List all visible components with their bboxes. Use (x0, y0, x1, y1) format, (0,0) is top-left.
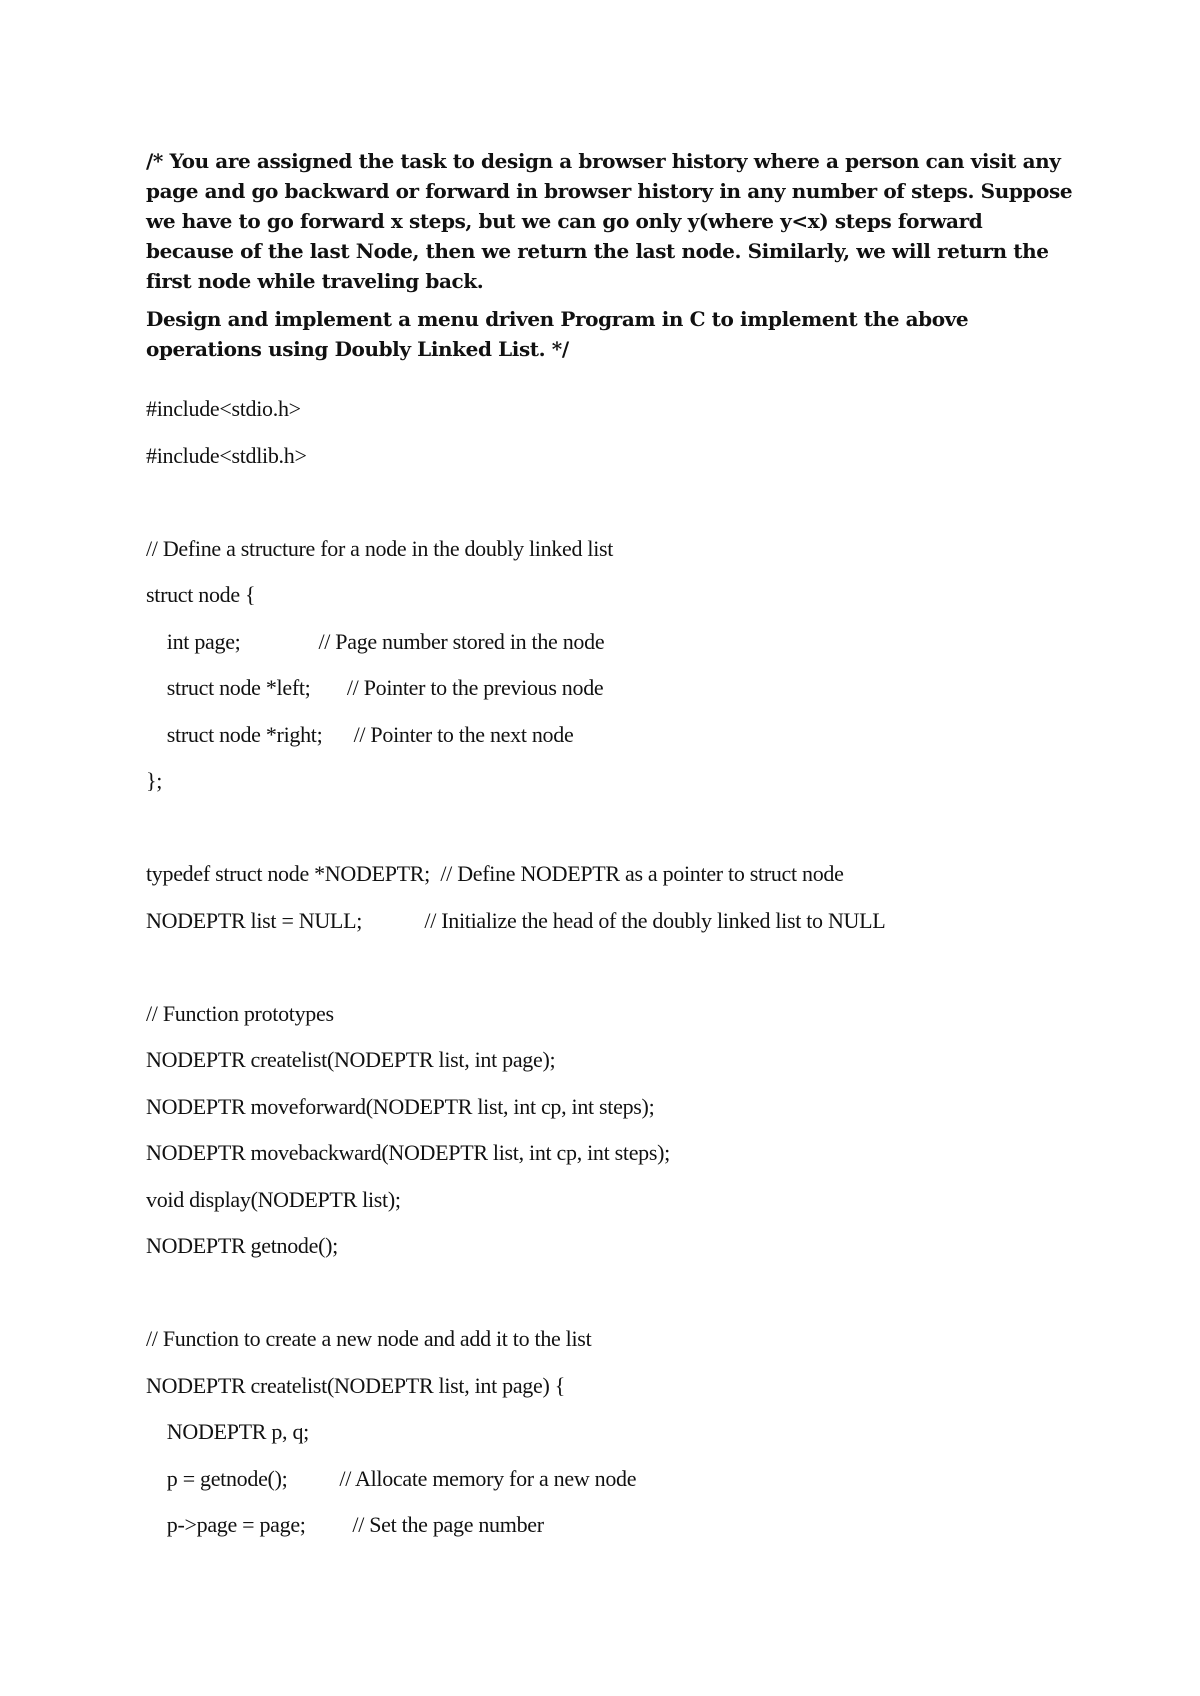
code-line: struct node *left; // Pointer to the previous node (146, 675, 604, 700)
code-line: NODEPTR p, q; (146, 1419, 309, 1444)
code-line: }; (146, 768, 163, 793)
blank-line (146, 805, 1146, 852)
code-line: // Define a structure for a node in the doubly linked list (146, 535, 614, 561)
problem-paragraph: Design and implement a menu driven Program in C to implement the above operations using Doubly Linked List. */ (146, 307, 969, 361)
code-line: #include<stdlib.h> (146, 442, 307, 468)
code-line: NODEPTR moveforward(NODEPTR list, int cp, int steps); (146, 1093, 655, 1119)
code-line: // Function prototypes (146, 1000, 334, 1026)
blank-line (146, 944, 1146, 991)
code-line: // Function to create a new node and add it to the list (146, 1326, 592, 1351)
code-line: struct node *right; // Pointer to the next node (146, 721, 574, 747)
code-line: #include<stdio.h> (146, 396, 301, 421)
code-line: int page; // Page number stored in the node (146, 628, 605, 654)
code-line: typedef struct node *NODEPTR; // Define NODEPTR as a pointer to struct node (146, 861, 844, 886)
problem-statement (146, 146, 1076, 364)
code-line: NODEPTR createlist(NODEPTR list, int page) { (146, 1372, 565, 1398)
code-line: struct node { (146, 582, 256, 607)
code-listing (146, 386, 1146, 1549)
code-line: NODEPTR getnode(); (146, 1233, 338, 1258)
code-line: void display(NODEPTR list); (146, 1186, 401, 1212)
blank-line (146, 479, 1146, 526)
problem-paragraph: /* You are assigned the task to design a browser history where a person can visit any page and go backward or forward in browser history in any number of steps. Suppose we have to go forward x steps, but we can go only y(where y<x) steps forward because of the last Node, then we return the last node. Similarly, we will return the first node while traveling back. (146, 149, 1073, 293)
code-line: p = getnode(); // Allocate memory for a new node (146, 1465, 637, 1491)
code-line: NODEPTR list = NULL; // Initialize the head of the doubly linked list to NULL (146, 907, 886, 933)
blank-line (146, 1270, 1146, 1317)
code-line: p->page = page; // Set the page number (146, 1512, 544, 1537)
code-line: NODEPTR movebackward(NODEPTR list, int cp, int steps); (146, 1140, 670, 1165)
code-line: NODEPTR createlist(NODEPTR list, int page); (146, 1047, 556, 1072)
